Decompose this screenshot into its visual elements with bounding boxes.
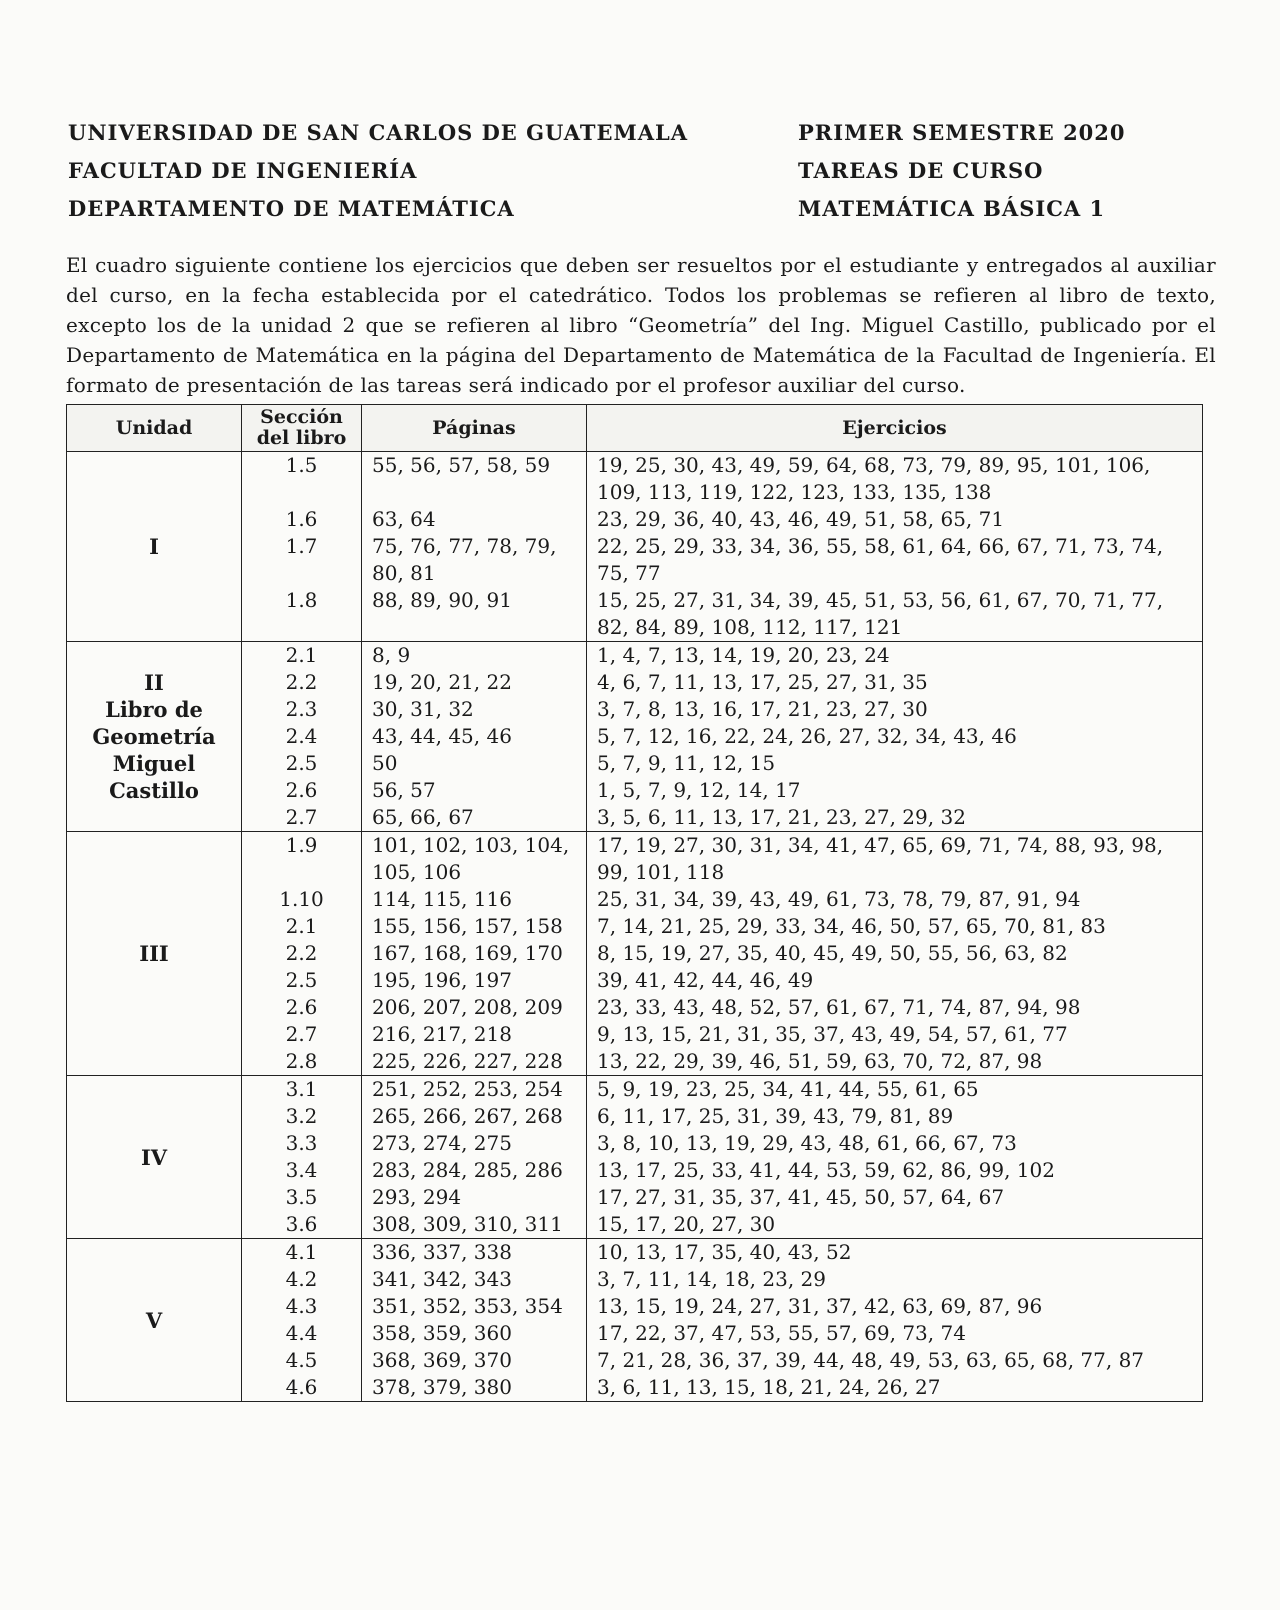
table-row	[67, 1239, 1203, 1267]
exercises-cell: 3, 5, 6, 11, 13, 17, 21, 23, 27, 29, 32	[587, 804, 1203, 832]
pages-cell: 265, 266, 267, 268	[362, 1103, 587, 1130]
exercises-cell: 13, 17, 25, 33, 41, 44, 53, 59, 62, 86, 99, 102	[587, 1157, 1203, 1184]
pages-cell: 167, 168, 169, 170	[362, 940, 587, 967]
section-cell: 1.7	[242, 533, 362, 587]
exercises-cell: 23, 33, 43, 48, 52, 57, 61, 67, 71, 74, 87, 94, 98	[587, 994, 1203, 1021]
unit-label: II	[144, 670, 164, 695]
exercises-cell: 13, 15, 19, 24, 27, 31, 37, 42, 63, 69, 87, 96	[587, 1293, 1203, 1320]
pages-cell: 358, 359, 360	[362, 1320, 587, 1347]
table-body	[67, 452, 1203, 1402]
section-cell: 1.10	[242, 886, 362, 913]
pages-cell: 273, 274, 275	[362, 1130, 587, 1157]
exercises-cell: 5, 7, 9, 11, 12, 15	[587, 750, 1203, 777]
section-cell: 1.9	[242, 832, 362, 887]
exercises-cell: 9, 13, 15, 21, 31, 35, 37, 43, 49, 54, 57, 61, 77	[587, 1021, 1203, 1048]
exercises-cell: 25, 31, 34, 39, 43, 49, 61, 73, 78, 79, 87, 91, 94	[587, 886, 1203, 913]
pages-cell: 19, 20, 21, 22	[362, 669, 587, 696]
section-cell: 2.5	[242, 750, 362, 777]
section-cell: 4.1	[242, 1239, 362, 1267]
unit-cell	[67, 1239, 242, 1402]
university-name: UNIVERSIDAD DE SAN CARLOS DE GUATEMALA	[68, 120, 689, 145]
pages-cell: 195, 196, 197	[362, 967, 587, 994]
pages-cell: 216, 217, 218	[362, 1021, 587, 1048]
exercises-cell: 19, 25, 30, 43, 49, 59, 64, 68, 73, 79, 89, 95, 101, 106, 109, 113, 119, 122, 123, 133, 135, 138	[587, 452, 1203, 507]
section-cell: 4.2	[242, 1266, 362, 1293]
unit-cell	[67, 1076, 242, 1239]
exercises-cell: 7, 14, 21, 25, 29, 33, 34, 46, 50, 57, 65, 70, 81, 83	[587, 913, 1203, 940]
header-seccion	[242, 405, 362, 452]
course-name: MATEMÁTICA BÁSICA 1	[798, 196, 1106, 221]
unit-label: I	[149, 534, 159, 559]
pages-cell: 63, 64	[362, 506, 587, 533]
section-cell: 4.5	[242, 1347, 362, 1374]
pages-cell: 308, 309, 310, 311	[362, 1211, 587, 1239]
pages-cell: 56, 57	[362, 777, 587, 804]
section-cell: 1.5	[242, 452, 362, 507]
header-seccion-line-2: del libro	[256, 427, 347, 449]
pages-cell: 30, 31, 32	[362, 696, 587, 723]
exercises-cell: 4, 6, 7, 11, 13, 17, 25, 27, 31, 35	[587, 669, 1203, 696]
pages-cell: 114, 115, 116	[362, 886, 587, 913]
pages-cell: 251, 252, 253, 254	[362, 1076, 587, 1104]
exercises-cell: 39, 41, 42, 44, 46, 49	[587, 967, 1203, 994]
exercises-cell: 15, 17, 20, 27, 30	[587, 1211, 1203, 1239]
pages-cell: 378, 379, 380	[362, 1374, 587, 1402]
exercises-cell: 7, 21, 28, 36, 37, 39, 44, 48, 49, 53, 63, 65, 68, 77, 87	[587, 1347, 1203, 1374]
section-cell: 2.5	[242, 967, 362, 994]
department-name: DEPARTAMENTO DE MATEMÁTICA	[68, 196, 515, 221]
exercises-cell: 1, 4, 7, 13, 14, 19, 20, 23, 24	[587, 642, 1203, 670]
section-cell: 2.6	[242, 994, 362, 1021]
header-unidad: Unidad	[67, 405, 242, 452]
pages-cell: 351, 352, 353, 354	[362, 1293, 587, 1320]
section-cell: 2.6	[242, 777, 362, 804]
document-type-label: TAREAS DE CURSO	[798, 158, 1044, 183]
unit-label: Geometría	[92, 724, 216, 749]
header-seccion-line-1: Sección	[260, 406, 343, 428]
exercises-cell: 10, 13, 17, 35, 40, 43, 52	[587, 1239, 1203, 1267]
section-cell: 2.8	[242, 1048, 362, 1076]
unit-label: Libro de	[105, 697, 203, 722]
section-cell: 3.6	[242, 1211, 362, 1239]
unit-cell	[67, 642, 242, 832]
exercises-cell: 23, 29, 36, 40, 43, 46, 49, 51, 58, 65, 71	[587, 506, 1203, 533]
table-row	[67, 642, 1203, 670]
section-cell: 4.4	[242, 1320, 362, 1347]
section-cell: 3.4	[242, 1157, 362, 1184]
exercises-cell: 17, 19, 27, 30, 31, 34, 41, 47, 65, 69, 71, 74, 88, 93, 98, 99, 101, 118	[587, 832, 1203, 887]
pages-cell: 101, 102, 103, 104, 105, 106	[362, 832, 587, 887]
section-cell: 3.2	[242, 1103, 362, 1130]
exercises-cell: 22, 25, 29, 33, 34, 36, 55, 58, 61, 64, 66, 67, 71, 73, 74, 75, 77	[587, 533, 1203, 587]
pages-cell: 206, 207, 208, 209	[362, 994, 587, 1021]
exercises-cell: 3, 7, 11, 14, 18, 23, 29	[587, 1266, 1203, 1293]
faculty-name: FACULTAD DE INGENIERÍA	[68, 158, 418, 183]
table-header	[67, 405, 1203, 452]
pages-cell: 225, 226, 227, 228	[362, 1048, 587, 1076]
section-cell: 2.3	[242, 696, 362, 723]
unit-label: Miguel	[112, 751, 196, 776]
pages-cell: 336, 337, 338	[362, 1239, 587, 1267]
section-cell: 2.1	[242, 913, 362, 940]
exercises-cell: 8, 15, 19, 27, 35, 40, 45, 49, 50, 55, 56, 63, 82	[587, 940, 1203, 967]
exercises-table	[66, 404, 1203, 1402]
section-cell: 1.8	[242, 587, 362, 642]
exercises-cell: 5, 9, 19, 23, 25, 34, 41, 44, 55, 61, 65	[587, 1076, 1203, 1104]
exercises-cell: 17, 27, 31, 35, 37, 41, 45, 50, 57, 64, 67	[587, 1184, 1203, 1211]
unit-label: IV	[140, 1144, 168, 1170]
pages-cell: 50	[362, 750, 587, 777]
exercises-cell: 17, 22, 37, 47, 53, 55, 57, 69, 73, 74	[587, 1320, 1203, 1347]
exercises-cell: 13, 22, 29, 39, 46, 51, 59, 63, 70, 72, 87, 98	[587, 1048, 1203, 1076]
unit-label: Castillo	[109, 778, 199, 803]
exercises-cell: 3, 8, 10, 13, 19, 29, 43, 48, 61, 66, 67, 73	[587, 1130, 1203, 1157]
exercises-cell: 1, 5, 7, 9, 12, 14, 17	[587, 777, 1203, 804]
section-cell: 4.6	[242, 1374, 362, 1402]
section-cell: 3.3	[242, 1130, 362, 1157]
unit-cell	[67, 832, 242, 1076]
unit-cell	[67, 452, 242, 642]
table-row	[67, 1076, 1203, 1104]
pages-cell: 283, 284, 285, 286	[362, 1157, 587, 1184]
section-cell: 3.5	[242, 1184, 362, 1211]
table-row	[67, 832, 1203, 887]
section-cell: 2.2	[242, 669, 362, 696]
exercises-cell: 5, 7, 12, 16, 22, 24, 26, 27, 32, 34, 43, 46	[587, 723, 1203, 750]
pages-cell: 65, 66, 67	[362, 804, 587, 832]
pages-cell: 341, 342, 343	[362, 1266, 587, 1293]
unit-label: III	[139, 941, 169, 966]
pages-cell: 88, 89, 90, 91	[362, 587, 587, 642]
pages-cell: 293, 294	[362, 1184, 587, 1211]
section-cell: 2.4	[242, 723, 362, 750]
section-cell: 2.2	[242, 940, 362, 967]
table-row	[67, 452, 1203, 507]
exercises-cell: 6, 11, 17, 25, 31, 39, 43, 79, 81, 89	[587, 1103, 1203, 1130]
semester-label: PRIMER SEMESTRE 2020	[798, 120, 1126, 145]
exercises-cell: 15, 25, 27, 31, 34, 39, 45, 51, 53, 56, 61, 67, 70, 71, 77, 82, 84, 89, 108, 112, 117, 121	[587, 587, 1203, 642]
pages-cell: 155, 156, 157, 158	[362, 913, 587, 940]
pages-cell: 75, 76, 77, 78, 79, 80, 81	[362, 533, 587, 587]
header-ejercicios: Ejercicios	[587, 405, 1203, 452]
section-cell: 4.3	[242, 1293, 362, 1320]
exercises-cell: 3, 6, 11, 13, 15, 18, 21, 24, 26, 27	[587, 1374, 1203, 1402]
section-cell: 2.1	[242, 642, 362, 670]
section-cell: 3.1	[242, 1076, 362, 1104]
pages-cell: 368, 369, 370	[362, 1347, 587, 1374]
section-cell: 1.6	[242, 506, 362, 533]
section-cell: 2.7	[242, 1021, 362, 1048]
pages-cell: 8, 9	[362, 642, 587, 670]
pages-cell: 43, 44, 45, 46	[362, 723, 587, 750]
pages-cell: 55, 56, 57, 58, 59	[362, 452, 587, 507]
exercises-cell: 3, 7, 8, 13, 16, 17, 21, 23, 27, 30	[587, 696, 1203, 723]
unit-label: V	[145, 1307, 163, 1333]
intro-paragraph: El cuadro siguiente contiene los ejercicios que deben ser resueltos por el estudiante y entregados al auxiliar del curso, en la fecha establecida por el catedrático. Todos los problemas se refieren al libro de texto, excepto los de la unidad 2 que se refieren al libro “Geometría” del Ing. Miguel Castillo, publicado por el Departamento de Matemática en la página del Departamento de Matemática de la Facultad de Ingeniería. El formato de presentación de las tareas será indicado por el profesor auxiliar del curso.	[66, 253, 1216, 397]
header-paginas: Páginas	[362, 405, 587, 452]
table-header-row	[67, 405, 1203, 452]
section-cell: 2.7	[242, 804, 362, 832]
